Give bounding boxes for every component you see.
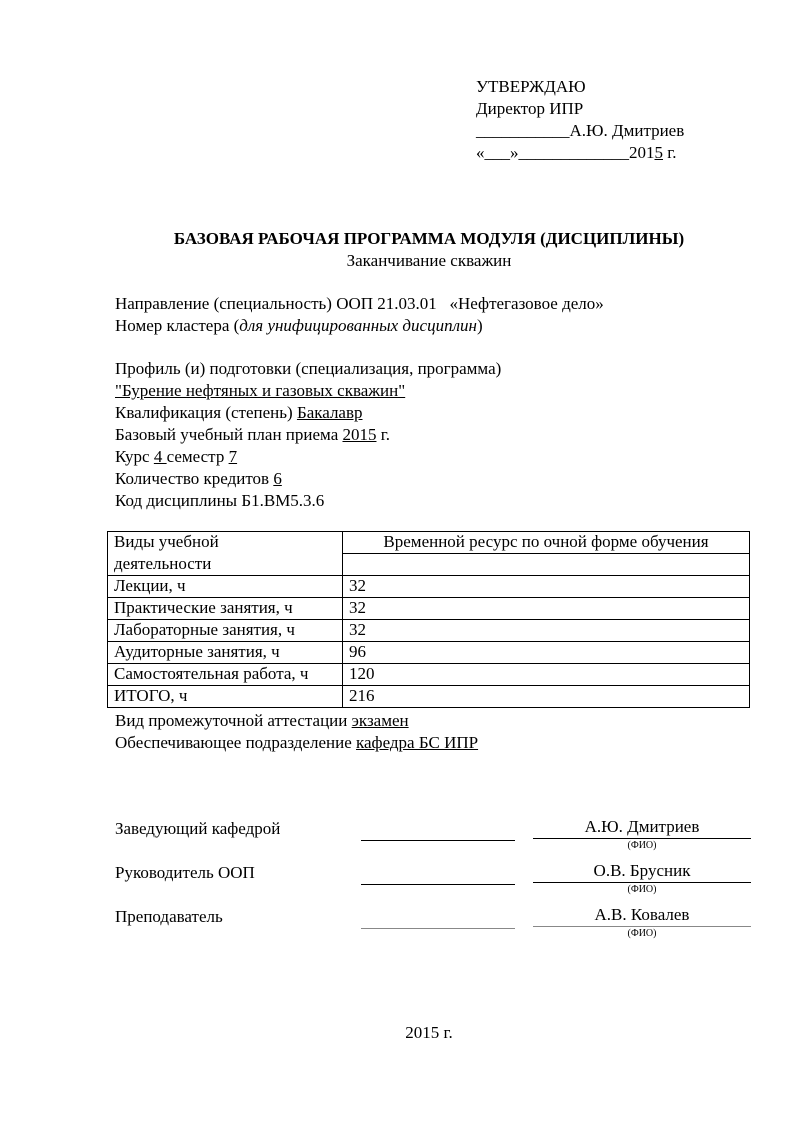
approval-date-suffix: г. bbox=[663, 143, 677, 162]
cluster-line bbox=[115, 315, 604, 337]
signature-line bbox=[361, 876, 515, 885]
signature-caption: (ФИО) bbox=[627, 884, 657, 895]
row-label: Аудиторные занятия, ч bbox=[108, 642, 343, 664]
row-value: 96 bbox=[343, 642, 750, 664]
profile-label: Профиль (и) подготовки (специализация, программа) bbox=[115, 359, 502, 378]
row-value: 32 bbox=[343, 576, 750, 598]
row-label: Самостоятельная работа, ч bbox=[108, 664, 343, 686]
direction-value: «Нефтегазовое дело» bbox=[449, 294, 604, 313]
table-row bbox=[108, 598, 750, 620]
signature-role: Преподаватель bbox=[115, 907, 223, 926]
approval-date-line bbox=[476, 142, 684, 164]
header-activity-label-2: деятельности bbox=[108, 554, 343, 576]
table-header-row-2 bbox=[108, 554, 750, 576]
course-line bbox=[115, 446, 501, 468]
signature-row bbox=[115, 812, 755, 856]
qualification-line bbox=[115, 402, 501, 424]
direction-block bbox=[115, 293, 604, 337]
row-label: Лекции, ч bbox=[108, 576, 343, 598]
document-year: 2015 г. bbox=[405, 1023, 453, 1042]
row-label: Практические занятия, ч bbox=[108, 598, 343, 620]
signature-role: Руководитель ООП bbox=[115, 863, 255, 882]
attestation-value: экзамен bbox=[351, 711, 409, 730]
signature-row bbox=[115, 856, 755, 900]
direction-label: Направление (специальность) ООП 21.03.01 bbox=[115, 294, 437, 313]
discipline-code: Код дисциплины Б1.ВМ5.3.6 bbox=[115, 491, 325, 510]
cluster-note: для унифицированных дисциплин bbox=[239, 316, 477, 335]
approval-date-digit: 5 bbox=[654, 143, 663, 162]
cluster-close: ) bbox=[476, 316, 483, 335]
row-value: 120 bbox=[343, 664, 750, 686]
signature-name: О.В. Брусник bbox=[533, 860, 751, 883]
header-empty-cell bbox=[343, 554, 750, 576]
row-value: 32 bbox=[343, 598, 750, 620]
row-value: 32 bbox=[343, 620, 750, 642]
semester-label: семестр bbox=[166, 447, 229, 466]
table-row bbox=[108, 642, 750, 664]
course-value: 4 bbox=[153, 447, 167, 466]
plan-label: Базовый учебный план приема bbox=[115, 425, 343, 444]
attestation-block bbox=[115, 710, 478, 754]
row-value: 216 bbox=[343, 686, 750, 708]
credits-value: 6 bbox=[273, 469, 282, 488]
credits-label: Количество кредитов bbox=[115, 469, 274, 488]
table-row bbox=[108, 576, 750, 598]
approval-block bbox=[476, 76, 684, 164]
hours-table bbox=[107, 531, 750, 708]
signature-name: А.В. Ковалев bbox=[533, 904, 751, 927]
row-label: Лабораторные занятия, ч bbox=[108, 620, 343, 642]
profile-value: "Бурение нефтяных и газовых скважин" bbox=[115, 381, 406, 400]
plan-suffix: г. bbox=[376, 425, 391, 444]
direction-line bbox=[115, 293, 604, 315]
qualification-value: Бакалавр bbox=[296, 403, 363, 422]
plan-value: 2015 bbox=[342, 425, 377, 444]
approval-heading: УТВЕРЖДАЮ bbox=[476, 77, 586, 96]
table-row bbox=[108, 620, 750, 642]
signature-row bbox=[115, 900, 755, 944]
signature-caption: (ФИО) bbox=[627, 840, 657, 851]
credits-line bbox=[115, 468, 501, 490]
department-label: Обеспечивающее подразделение bbox=[115, 733, 356, 752]
signature-role: Заведующий кафедрой bbox=[115, 819, 281, 838]
approver-position: Директор ИПР bbox=[476, 99, 584, 118]
signature-line bbox=[361, 920, 515, 929]
attestation-label: Вид промежуточной аттестации bbox=[115, 711, 352, 730]
signature-name: А.Ю. Дмитриев bbox=[533, 816, 751, 839]
cluster-label: Номер кластера ( bbox=[115, 316, 240, 335]
table-row bbox=[108, 686, 750, 708]
row-label: ИТОГО, ч bbox=[108, 686, 343, 708]
header-activity-label: Виды учебной bbox=[108, 532, 343, 554]
document-title: БАЗОВАЯ РАБОЧАЯ ПРОГРАММА МОДУЛЯ (ДИСЦИПЛИНЫ) bbox=[173, 229, 685, 248]
department-line bbox=[115, 732, 478, 754]
document-subtitle: Заканчивание скважин bbox=[346, 251, 512, 270]
table-header-row bbox=[108, 532, 750, 554]
approver-signature-line: ___________А.Ю. Дмитриев bbox=[476, 121, 685, 140]
semester-value: 7 bbox=[228, 447, 238, 466]
department-value: кафедра БС ИПР bbox=[356, 733, 479, 752]
table-row bbox=[108, 664, 750, 686]
plan-line bbox=[115, 424, 501, 446]
profile-block bbox=[115, 358, 501, 512]
qualification-label: Квалификация (степень) bbox=[115, 403, 297, 422]
attestation-line bbox=[115, 710, 478, 732]
approval-date-prefix: «___»_____________201 bbox=[476, 143, 655, 162]
signature-caption: (ФИО) bbox=[627, 928, 657, 939]
header-time-resource: Временной ресурс по очной форме обучения bbox=[343, 532, 750, 554]
signature-line bbox=[361, 832, 515, 841]
course-label: Курс bbox=[115, 447, 154, 466]
